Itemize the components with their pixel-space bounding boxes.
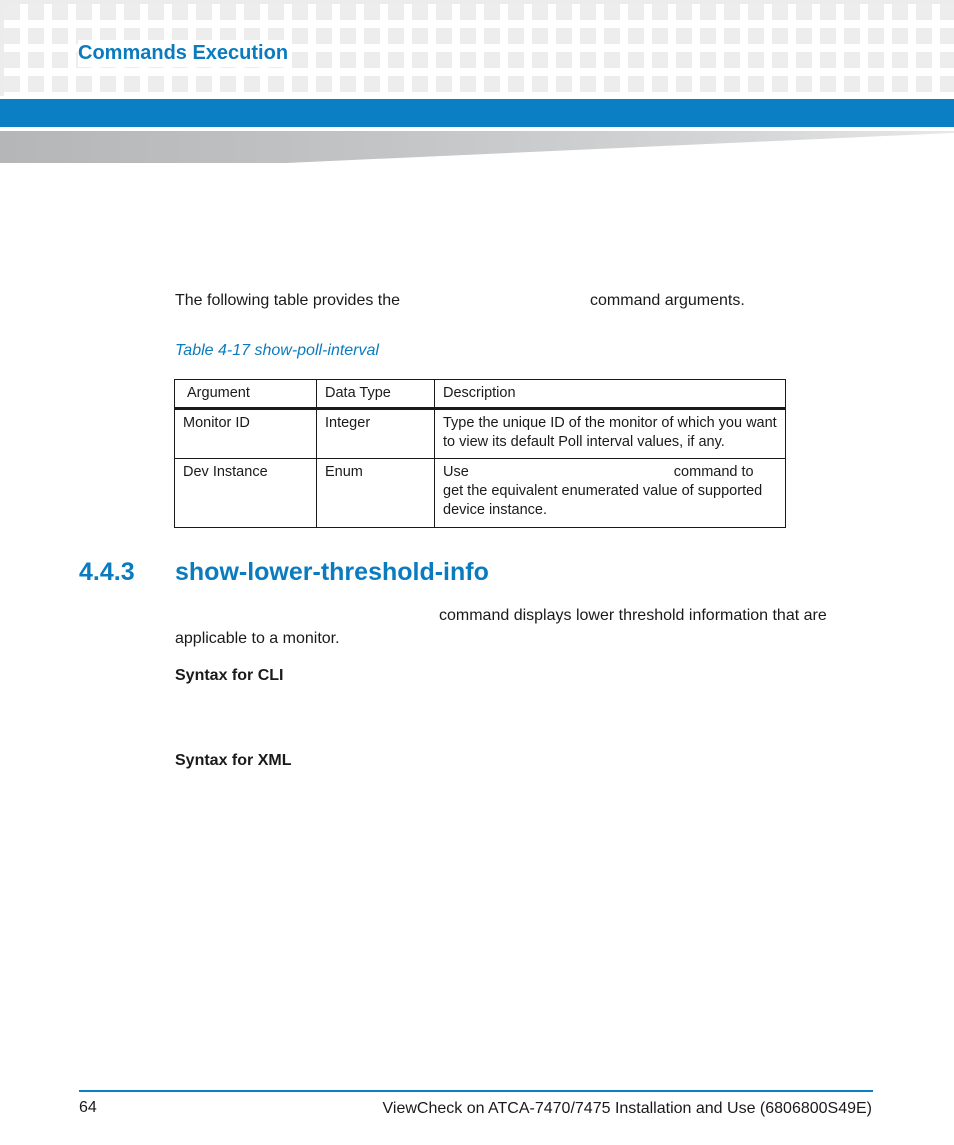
- para-first: command displays lower threshold information that are: [439, 607, 827, 624]
- intro-text-after: command arguments.: [590, 292, 745, 309]
- footer-doc-title: ViewCheck on ATCA-7470/7475 Installation and Use (6806800S49E): [382, 1100, 872, 1117]
- page-number: 64: [79, 1099, 97, 1116]
- para-second: applicable to a monitor.: [175, 630, 340, 647]
- syntax-xml-heading: Syntax for XML: [175, 752, 292, 769]
- header-argument: Argument: [175, 380, 317, 409]
- section-number: 4.4.3: [79, 558, 135, 586]
- table-caption: Table 4-17 show-poll-interval: [175, 342, 379, 359]
- desc-after: command to get the equivalent enumerated value of supported device instance.: [443, 464, 763, 518]
- intro-paragraph: [175, 292, 815, 310]
- header-blue-bar: [0, 99, 954, 127]
- cell-description: Type the unique ID of the monitor of which you want to view its default Poll interval values, if any.: [435, 409, 786, 459]
- page-header-title: Commands Execution: [78, 40, 292, 67]
- table-header-row: [175, 380, 786, 409]
- cell-data-type: Enum: [317, 459, 435, 528]
- cell-description: [435, 459, 786, 528]
- header-grey-wedge: [0, 131, 954, 163]
- section-heading: [79, 558, 489, 587]
- footer-rule: [79, 1090, 873, 1092]
- table-row: [175, 459, 786, 528]
- header-description: Description: [435, 380, 786, 409]
- arguments-table: [174, 379, 786, 528]
- cell-data-type: Integer: [317, 409, 435, 459]
- table-row: [175, 409, 786, 459]
- desc-before: Use: [443, 464, 469, 480]
- section-title: show-lower-threshold-info: [175, 558, 489, 586]
- cell-argument: Monitor ID: [175, 409, 317, 459]
- intro-text-before: The following table provides the: [175, 292, 401, 309]
- section-paragraph: [175, 604, 875, 650]
- cell-argument: Dev Instance: [175, 459, 317, 528]
- syntax-cli-heading: Syntax for CLI: [175, 667, 284, 684]
- header-data-type: Data Type: [317, 380, 435, 409]
